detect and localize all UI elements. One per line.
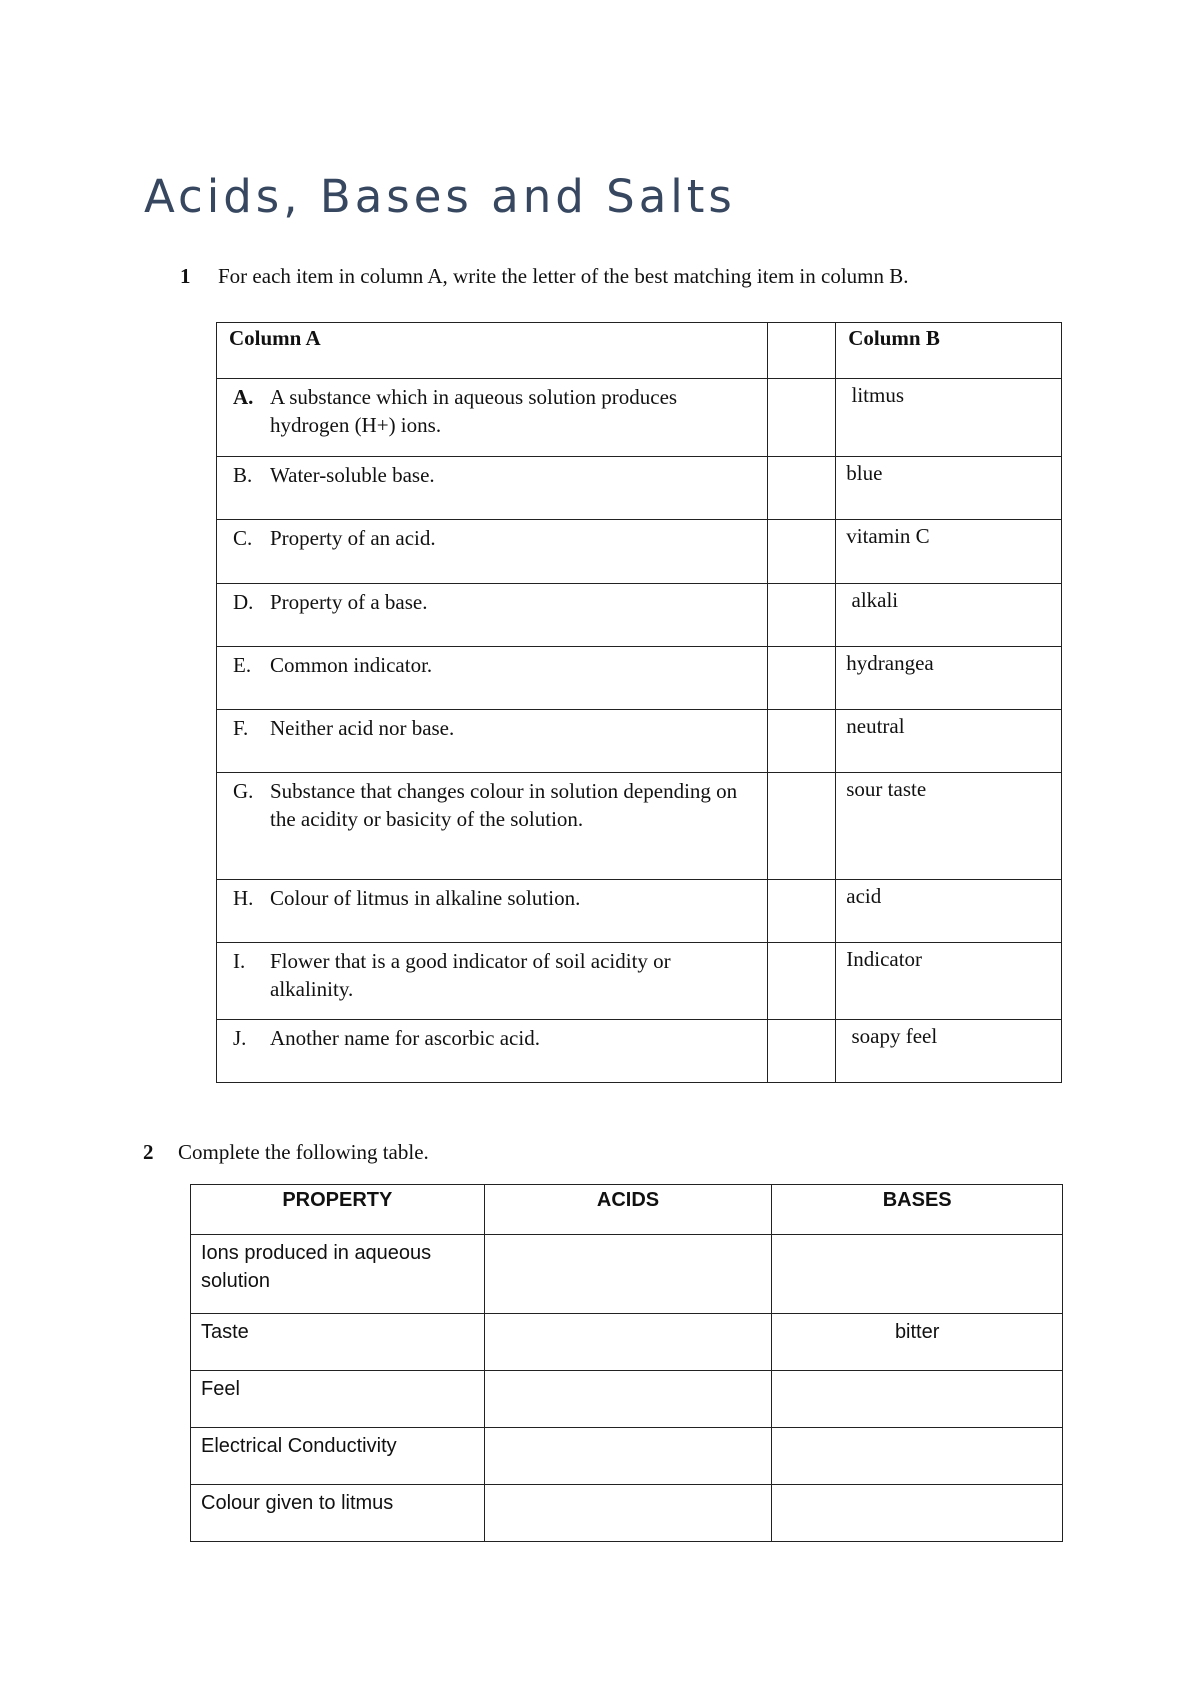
- property-cell: Feel: [191, 1371, 485, 1428]
- property-table-header-row: [191, 1185, 1063, 1235]
- item-letter: A.: [233, 385, 254, 409]
- property-row: [191, 1314, 1063, 1371]
- column-a-cell: [217, 880, 768, 943]
- item-description: Colour of litmus in alkaline solution.: [270, 886, 581, 910]
- acids-cell[interactable]: [484, 1314, 772, 1371]
- property-table: [190, 1184, 1063, 1542]
- property-row: [191, 1371, 1063, 1428]
- answer-cell[interactable]: [768, 379, 836, 457]
- column-b-cell: soapy feel: [836, 1020, 1062, 1083]
- question-2-text: Complete the following table.: [178, 1140, 429, 1164]
- column-a-cell: [217, 943, 768, 1020]
- column-a-item: [233, 651, 755, 679]
- acids-cell[interactable]: [484, 1371, 772, 1428]
- item-letter: I.: [233, 949, 246, 973]
- column-a-cell: [217, 773, 768, 880]
- column-a-cell: [217, 379, 768, 457]
- item-letter: J.: [233, 1026, 247, 1050]
- item-description: Water-soluble base.: [270, 463, 435, 487]
- column-a-item: [233, 588, 755, 616]
- matching-table-body: [217, 379, 1062, 1083]
- item-description: Neither acid nor base.: [270, 716, 455, 740]
- column-a-item: [233, 884, 755, 912]
- property-row: [191, 1485, 1063, 1542]
- matching-row: [217, 584, 1062, 647]
- column-b-cell: hydrangea: [836, 647, 1062, 710]
- matching-row: [217, 710, 1062, 773]
- answer-cell[interactable]: [768, 584, 836, 647]
- question-1-prompt: [180, 264, 909, 289]
- item-letter: F.: [233, 716, 249, 740]
- item-letter: G.: [233, 779, 254, 803]
- column-b-cell: acid: [836, 880, 1062, 943]
- column-a-cell: [217, 457, 768, 520]
- matching-table-header-row: [217, 323, 1062, 379]
- column-b-cell: litmus: [836, 379, 1062, 457]
- item-description: Common indicator.: [270, 653, 433, 677]
- bases-cell[interactable]: [772, 1428, 1063, 1485]
- matching-row: [217, 647, 1062, 710]
- answer-cell[interactable]: [768, 647, 836, 710]
- item-description: Property of a base.: [270, 590, 428, 614]
- matching-row: [217, 520, 1062, 584]
- bases-cell[interactable]: [772, 1371, 1063, 1428]
- answer-cell[interactable]: [768, 943, 836, 1020]
- column-a-cell: [217, 584, 768, 647]
- bases-cell[interactable]: [772, 1485, 1063, 1542]
- acids-cell[interactable]: [484, 1428, 772, 1485]
- column-b-cell: sour taste: [836, 773, 1062, 880]
- column-b-cell: blue: [836, 457, 1062, 520]
- item-letter: C.: [233, 526, 253, 550]
- matching-table: [216, 322, 1062, 1083]
- column-b-cell: neutral: [836, 710, 1062, 773]
- property-cell: Ions produced in aqueous solution: [191, 1235, 485, 1314]
- acids-header: ACIDS: [484, 1185, 772, 1235]
- column-a-item: [233, 947, 755, 1003]
- column-a-item: [233, 714, 755, 742]
- column-a-cell: [217, 520, 768, 584]
- item-letter: D.: [233, 590, 254, 614]
- item-description: Property of an acid.: [270, 526, 436, 550]
- question-2-prompt: [143, 1140, 429, 1165]
- matching-row: [217, 880, 1062, 943]
- column-a-item: [233, 383, 755, 439]
- property-row: [191, 1428, 1063, 1485]
- item-description: Substance that changes colour in solution depending on the acidity or basicity of the solution.: [270, 779, 738, 831]
- matching-row: [217, 1020, 1062, 1083]
- property-cell: Electrical Conductivity: [191, 1428, 485, 1485]
- page-title: Acids, Bases and Salts: [144, 170, 736, 224]
- answer-cell[interactable]: [768, 773, 836, 880]
- matching-row: [217, 379, 1062, 457]
- column-a-cell: [217, 1020, 768, 1083]
- question-1-text: For each item in column A, write the letter of the best matching item in column B.: [218, 264, 909, 288]
- column-b-cell: Indicator: [836, 943, 1062, 1020]
- item-description: Another name for ascorbic acid.: [270, 1026, 540, 1050]
- answer-cell[interactable]: [768, 520, 836, 584]
- column-a-item: [233, 461, 755, 489]
- bases-cell[interactable]: [772, 1235, 1063, 1314]
- item-description: A substance which in aqueous solution produces hydrogen (H+) ions.: [270, 385, 678, 437]
- property-cell: Colour given to litmus: [191, 1485, 485, 1542]
- property-cell: Taste: [191, 1314, 485, 1371]
- column-a-cell: [217, 710, 768, 773]
- item-letter: H.: [233, 886, 254, 910]
- item-letter: B.: [233, 463, 253, 487]
- answer-cell[interactable]: [768, 880, 836, 943]
- column-a-item: [233, 1024, 755, 1052]
- column-b-cell: alkali: [836, 584, 1062, 647]
- column-a-item: [233, 524, 755, 552]
- matching-row: [217, 943, 1062, 1020]
- answer-cell[interactable]: [768, 710, 836, 773]
- question-2-number: 2: [143, 1140, 154, 1164]
- bases-cell[interactable]: bitter: [772, 1314, 1063, 1371]
- answer-cell[interactable]: [768, 457, 836, 520]
- matching-row: [217, 457, 1062, 520]
- bases-header: BASES: [772, 1185, 1063, 1235]
- question-1-number: 1: [180, 264, 191, 288]
- answer-column-header: [768, 323, 836, 379]
- item-description: Flower that is a good indicator of soil acidity or alkalinity.: [270, 949, 671, 1001]
- column-b-header: Column B: [836, 323, 1062, 379]
- property-row: [191, 1235, 1063, 1314]
- column-a-header: Column A: [217, 323, 768, 379]
- column-b-cell: vitamin C: [836, 520, 1062, 584]
- item-letter: E.: [233, 653, 252, 677]
- matching-row: [217, 773, 1062, 880]
- column-a-cell: [217, 647, 768, 710]
- property-header: PROPERTY: [191, 1185, 485, 1235]
- acids-cell[interactable]: [484, 1235, 772, 1314]
- answer-cell[interactable]: [768, 1020, 836, 1083]
- property-table-body: [191, 1235, 1063, 1542]
- column-a-item: [233, 777, 755, 833]
- acids-cell[interactable]: [484, 1485, 772, 1542]
